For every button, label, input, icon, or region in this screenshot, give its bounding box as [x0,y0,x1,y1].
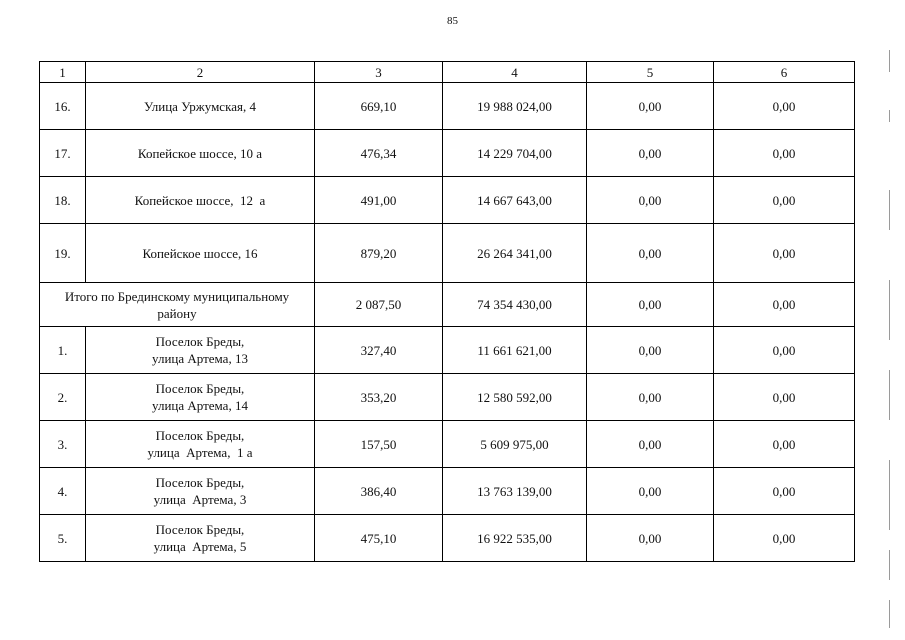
value-col-5: 0,00 [587,130,714,177]
row-number: 5. [40,515,86,562]
value-col-3: 475,10 [315,515,443,562]
total-label-line: Итого по Брединскому муниципальному [64,288,290,304]
header-col-6: 6 [714,62,855,83]
table-row [40,327,855,374]
value-col-3: 327,40 [315,327,443,374]
total-label [40,283,315,327]
table-row [40,515,855,562]
value-col-6: 0,00 [714,177,855,224]
value-col-3: 491,00 [315,177,443,224]
row-number: 4. [40,468,86,515]
address-cell [86,224,315,283]
value-col-5: 0,00 [587,421,714,468]
table-row [40,224,855,283]
value-col-5: 0,00 [587,374,714,421]
row-number: 3. [40,421,86,468]
table-row [40,374,855,421]
value-col-5: 0,00 [587,224,714,283]
address-line: Поселок Бреды, [155,334,245,349]
value-col-4: 26 264 341,00 [443,224,587,283]
data-table [39,61,855,562]
address-line: Поселок Бреды, [155,381,245,396]
address-line: улица Артема, 5 [153,539,247,554]
value-col-6: 0,00 [714,421,855,468]
total-col-4: 74 354 430,00 [443,283,587,327]
row-number: 17. [40,130,86,177]
table-row [40,83,855,130]
address-cell [86,130,315,177]
value-col-3: 879,20 [315,224,443,283]
value-col-6: 0,00 [714,515,855,562]
address-line: улица Артема, 1 а [147,445,253,460]
address-line: Копейское шоссе, 10 а [137,145,263,161]
total-row [40,283,855,327]
address-line: Копейское шоссе, 16 [142,245,258,261]
table-body [40,83,855,562]
total-label-line: району [157,305,197,321]
total-col-6: 0,00 [714,283,855,327]
table-row [40,468,855,515]
value-col-5: 0,00 [587,327,714,374]
address-cell [86,177,315,224]
value-col-5: 0,00 [587,515,714,562]
value-col-4: 13 763 139,00 [443,468,587,515]
value-col-4: 14 667 643,00 [443,177,587,224]
value-col-4: 12 580 592,00 [443,374,587,421]
header-col-3: 3 [315,62,443,83]
address-line: Поселок Бреды, [155,475,245,490]
header-col-1: 1 [40,62,86,83]
address-line: улица Артема, 3 [153,492,247,507]
row-number: 19. [40,224,86,283]
row-number: 2. [40,374,86,421]
scan-edge-marks [887,40,893,630]
total-col-5: 0,00 [587,283,714,327]
value-col-6: 0,00 [714,468,855,515]
address-cell [86,83,315,130]
value-col-4: 16 922 535,00 [443,515,587,562]
value-col-5: 0,00 [587,177,714,224]
value-col-3: 386,40 [315,468,443,515]
address-line: Поселок Бреды, [155,522,245,537]
address-cell [86,327,315,374]
table-row [40,177,855,224]
value-col-5: 0,00 [587,468,714,515]
value-col-6: 0,00 [714,327,855,374]
address-cell [86,421,315,468]
value-col-6: 0,00 [714,224,855,283]
row-number: 18. [40,177,86,224]
header-col-2: 2 [86,62,315,83]
table-row [40,421,855,468]
table-row [40,130,855,177]
value-col-6: 0,00 [714,130,855,177]
address-line: улица Артема, 13 [152,351,248,366]
address-line: Поселок Бреды, [155,428,245,443]
header-col-5: 5 [587,62,714,83]
address-line: Копейское шоссе, 12 а [134,192,266,208]
value-col-5: 0,00 [587,83,714,130]
value-col-3: 669,10 [315,83,443,130]
total-col-3: 2 087,50 [315,283,443,327]
value-col-3: 157,50 [315,421,443,468]
page-number: 85 [447,15,458,27]
value-col-4: 14 229 704,00 [443,130,587,177]
address-cell [86,374,315,421]
address-line: улица Артема, 14 [152,398,248,413]
value-col-6: 0,00 [714,83,855,130]
value-col-4: 5 609 975,00 [443,421,587,468]
value-col-6: 0,00 [714,374,855,421]
header-row [40,62,855,83]
address-line: Улица Уржумская, 4 [144,98,256,114]
value-col-3: 353,20 [315,374,443,421]
value-col-4: 19 988 024,00 [443,83,587,130]
header-col-4: 4 [443,62,587,83]
row-number: 16. [40,83,86,130]
value-col-3: 476,34 [315,130,443,177]
address-cell [86,468,315,515]
row-number: 1. [40,327,86,374]
address-cell [86,515,315,562]
value-col-4: 11 661 621,00 [443,327,587,374]
